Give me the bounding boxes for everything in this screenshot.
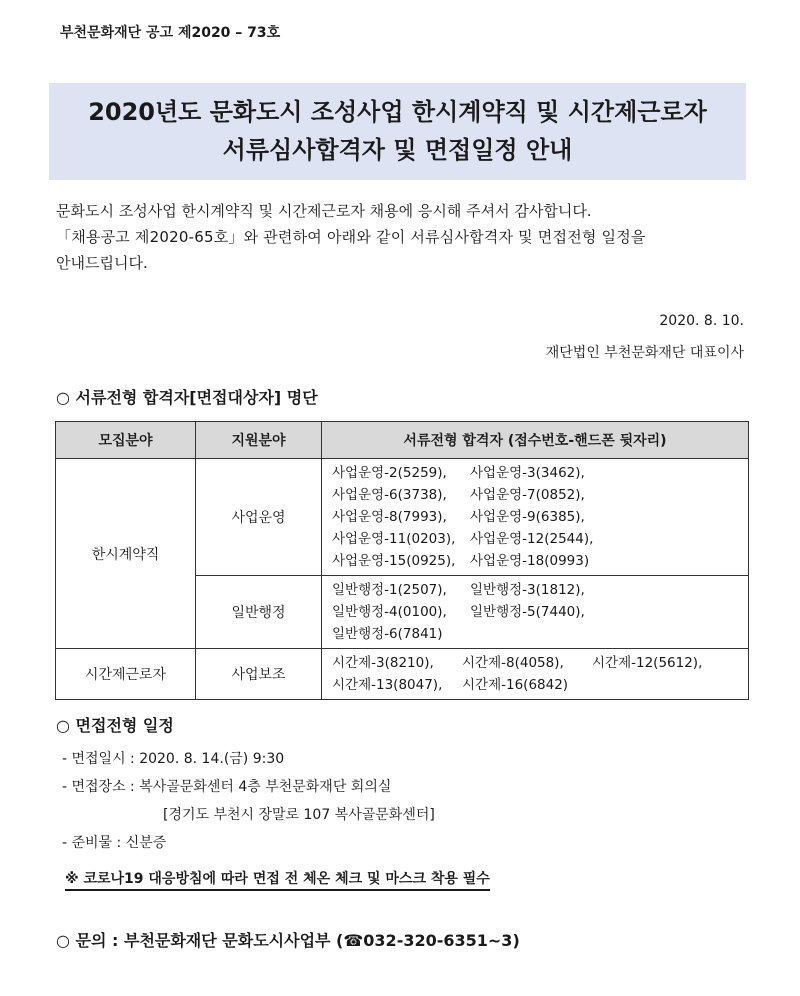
passer-entry: 사업운영-15(0925), [332,553,456,569]
passer-entry: 일반행정-1(2507), [332,582,447,598]
passers-cell [322,649,749,700]
passer-entry: 사업운영-6(3738), [332,487,447,503]
passer-entry: 일반행정-5(7440), [470,604,585,620]
passer-entry: 시간제-12(5612), [592,655,703,671]
interview-details [62,745,435,857]
passer-entry: 사업운영-7(0852), [470,487,585,503]
passer-entry: 일반행정-4(0100), [332,604,447,620]
interview-location: - 면접장소 : 복사골문화센터 4층 부천문화재단 회의실 [62,779,392,795]
intro-paragraph [56,198,746,276]
signer: 재단법인 부천문화재단 대표이사 [545,345,744,361]
passer-entry: 일반행정-6(7841) [332,626,443,642]
section-heading-passers: ○ 서류전형 합격자[면접대상자] 명단 [56,388,318,407]
passer-entry: 시간제-8(4058), [462,655,564,671]
header-passers: 서류전형 합격자 (접수번호-핸드폰 뒷자리) [322,422,749,459]
table-row [56,649,749,700]
passers-table [55,421,749,700]
passer-entry: 사업운영-12(2544), [470,531,594,547]
section-heading-interview: ○ 면접전형 일정 [56,716,174,735]
passer-entry: 사업운영-18(0993) [470,553,590,569]
notice-date: 2020. 8. 10. [659,313,744,329]
passers-cell [322,459,749,576]
intro-line-1: 문화도시 조성사업 한시계약직 및 시간제근로자 채용에 응시해 주셔서 감사합니다. [56,202,592,220]
passer-entry: 시간제-13(8047), [332,677,443,693]
field-cell: 일반행정 [196,576,322,649]
passer-entry: 사업운영-9(6385), [470,509,585,525]
field-cell: 사업보조 [196,649,322,700]
interview-address: [경기도 부천시 장말로 107 복사골문화센터] [163,807,435,823]
passer-entry: 일반행정-3(1812), [470,582,585,598]
passer-entry: 사업운영-11(0203), [332,531,456,547]
table-header-row [56,422,749,459]
contact-info: ○ 문의 : 부천문화재단 문화도시사업부 (☎032-320-6351~3) [56,931,520,950]
intro-line-3: 안내드립니다. [56,254,148,272]
title-line-1: 2020년도 문화도시 조성사업 한시계약직 및 시간제근로자 [88,98,707,126]
notice-number: 부천문화재단 공고 제2020 – 73호 [60,25,281,41]
category-cell: 한시계약직 [56,459,196,649]
passer-entry: 사업운영-8(7993), [332,509,447,525]
passer-entry: 시간제-3(8210), [332,655,434,671]
covid-warning: ※ 코로나19 대응방침에 따라 면접 전 체온 체크 및 마스크 착용 필수 [65,868,490,891]
header-recruit-category: 모집분야 [56,422,196,459]
passer-entry: 사업운영-2(5259), [332,465,447,481]
category-cell: 시간제근로자 [56,649,196,700]
header-apply-field: 지원분야 [196,422,322,459]
passer-entry: 시간제-16(6842) [462,677,569,693]
passer-entry: 사업운영-3(3462), [470,465,585,481]
interview-datetime: - 면접일시 : 2020. 8. 14.(금) 9:30 [62,751,285,767]
passers-cell [322,576,749,649]
intro-line-2: 「채용공고 제2020-65호」와 관련하여 아래와 같이 서류심사합격자 및 면접전형 일정을 [56,228,646,246]
interview-items: - 준비물 : 신분증 [62,835,167,851]
title-banner [49,83,746,180]
table-row [56,459,749,576]
title-line-2: 서류심사합격자 및 면접일정 안내 [222,136,573,164]
field-cell: 사업운영 [196,459,322,576]
